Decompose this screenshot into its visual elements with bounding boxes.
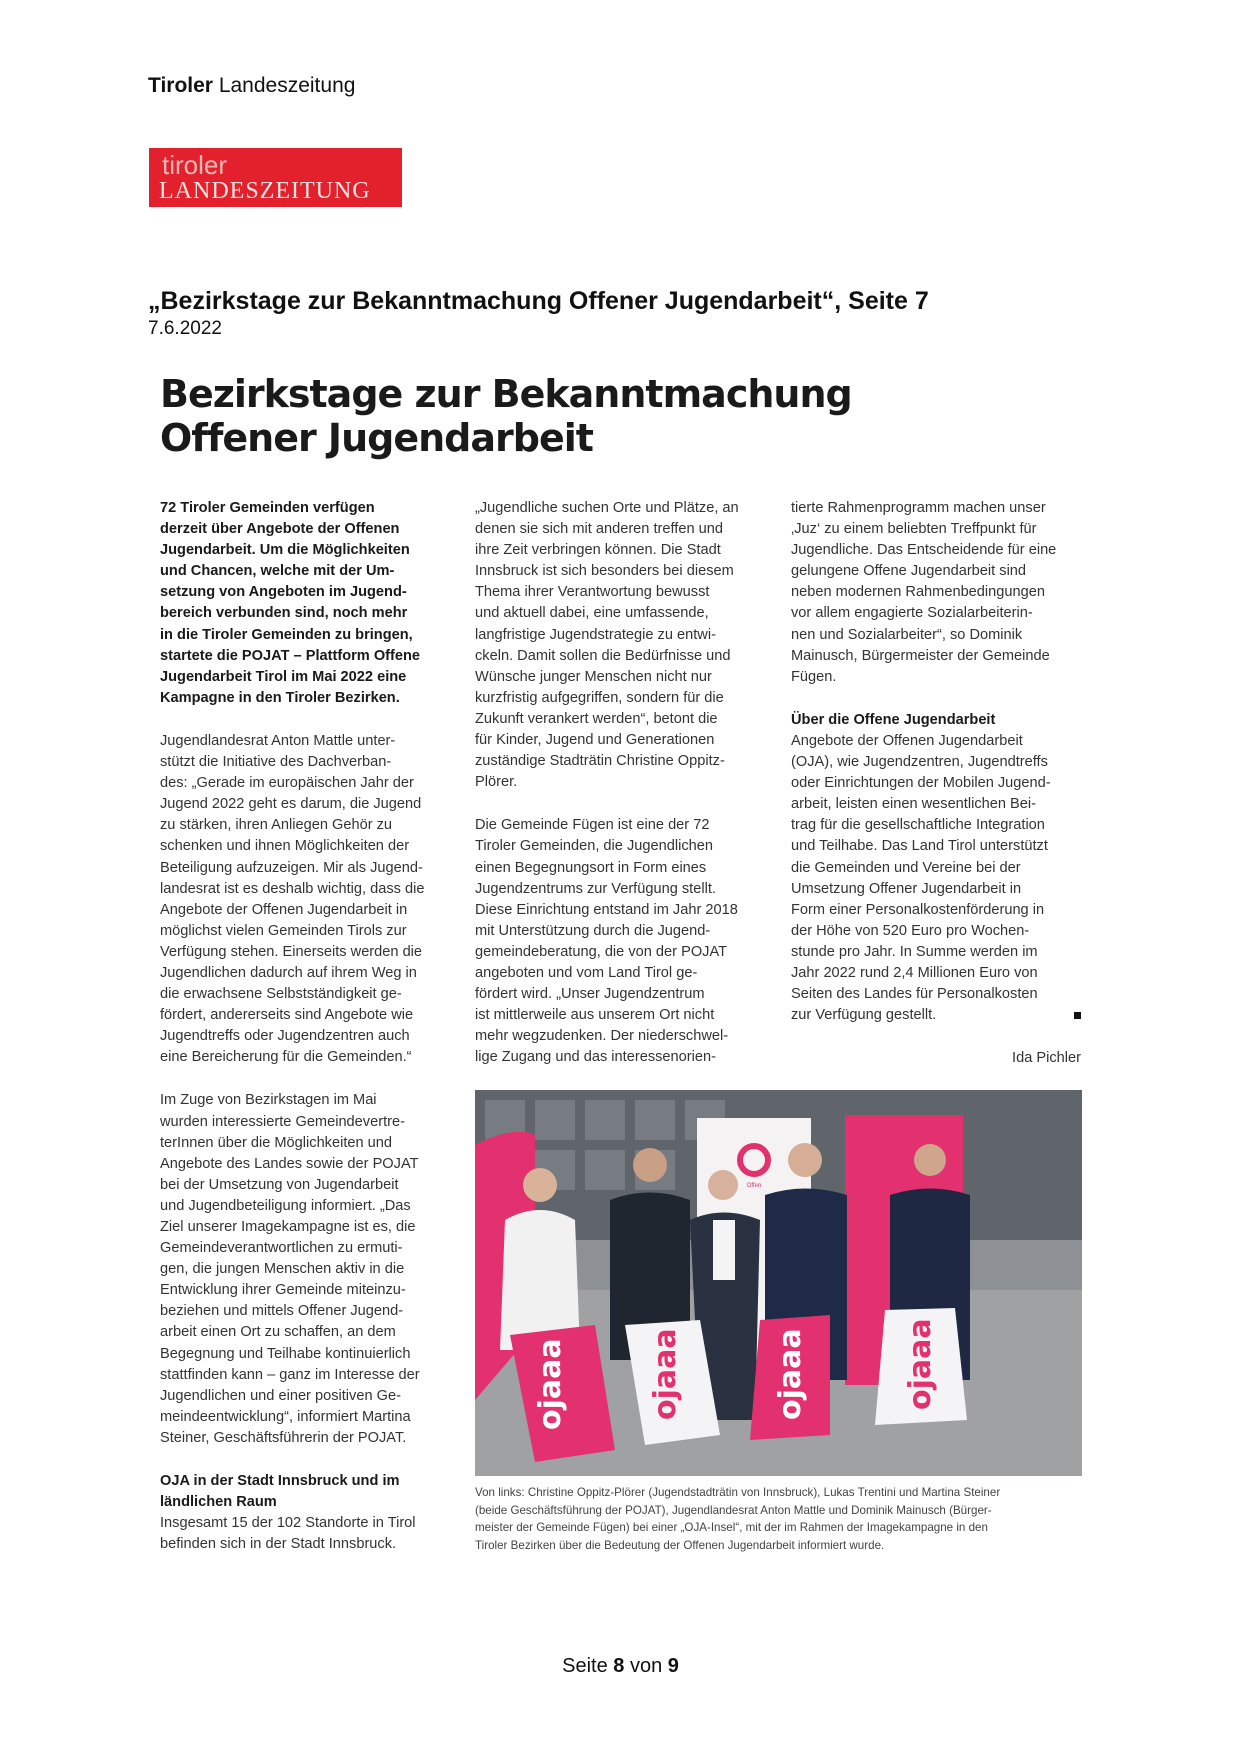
page-prefix: Seite [562, 1655, 608, 1677]
text-line: lige Zugang und das interessenorien- [475, 1049, 716, 1066]
text-line: Tiroler Gemeinden, die Jugendlichen [475, 838, 713, 855]
clipping-headline: „Bezirkstage zur Bekanntmachung Offener Jugendarbeit“, Seite 7 [148, 287, 929, 315]
caption-line: meister der Gemeinde Fügen) bei einer „OJA-Insel“, mit der im Rahmen der Imagekampagne in den [475, 1521, 988, 1535]
source-bold: Tiroler [148, 74, 213, 97]
text-line: ländlichen Raum [160, 1494, 277, 1511]
clipping-date: 7.6.2022 [148, 318, 222, 339]
text-line: arbeit, leisten einen wesentlichen Bei- [791, 796, 1036, 813]
text-line: Im Zuge von Bezirkstagen im Mai [160, 1092, 377, 1109]
text-line: Insgesamt 15 der 102 Standorte in Tirol [160, 1515, 416, 1532]
text-line: kurzfristig aufgegriffen, sondern für die [475, 689, 724, 706]
caption-line: Tiroler Bezirken über die Bedeutung der Offenen Jugendarbeit informiert wurde. [475, 1538, 885, 1552]
total-pages: 9 [667, 1655, 679, 1677]
text-line: Seiten des Landes für Personalkosten [791, 986, 1038, 1003]
text-line: beziehen und mittels Offener Jugend- [160, 1303, 404, 1320]
text-line: ‚Juz‘ zu einem beliebten Treffpunkt für [791, 521, 1037, 538]
text-line: einen Begegnungsort in Form eines [475, 859, 707, 876]
text-line: für Kinder, Jugend und Generationen [475, 732, 715, 749]
text-line: Mainusch, Bürgermeister der Gemeinde [791, 647, 1050, 664]
text-line: trag für die gesellschaftliche Integration [791, 817, 1045, 834]
text-line: in die Tiroler Gemeinden zu bringen, [160, 626, 413, 643]
text-line: zu stärken, ihren Anliegen Gehör zu [160, 817, 393, 834]
text-line: Ziel unserer Imagekampagne ist es, die [160, 1219, 416, 1235]
text-line: Angebote des Landes sowie der POJAT [160, 1155, 419, 1172]
logo-line1: tiroler [162, 150, 228, 180]
text-line: setzung von Angeboten im Jugend- [160, 584, 407, 601]
text-line: Angebote der Offenen Jugendarbeit in [160, 901, 408, 918]
text-line: eine Bereicherung für die Gemeinden.“ [160, 1049, 412, 1066]
subheading [791, 710, 1091, 731]
text-line: und aktuell dabei, eine umfassende, [475, 605, 709, 622]
current-page: 8 [613, 1655, 625, 1677]
text-line: angeboten und vom Land Tirol ge- [475, 964, 698, 981]
text-line: Jugendlandesrat Anton Mattle unter- [160, 732, 396, 749]
text-line: Thema ihrer Verantwortung bewusst [475, 584, 710, 601]
text-line: Form einer Personalkostenförderung in [791, 901, 1045, 918]
newspaper-logo [149, 148, 402, 207]
text-line: (OJA), wie Jugendzentren, Jugendtreffs [791, 754, 1048, 771]
paragraph [475, 498, 775, 793]
chair-text: ojaaa [533, 1338, 568, 1430]
text-line: Jugendliche. Das Entscheidende für eine [791, 542, 1057, 559]
article-title [160, 372, 852, 460]
text-line: oder Einrichtungen der Mobilen Jugend- [791, 775, 1051, 792]
text-line: 72 Tiroler Gemeinden verfügen [160, 500, 375, 516]
article-title-line: Bezirkstage zur Bekanntmachung [160, 372, 852, 416]
text-line: zuständige Stadträtin Christine Oppitz- [475, 753, 725, 770]
text-line: Jugendarbeit. Um die Möglichkeiten [160, 542, 410, 559]
text-line: gemeindeberatung, die von der POJAT [475, 943, 728, 960]
text-line: der Höhe von 520 Euro pro Wochen- [791, 922, 1030, 939]
text-line: stunde pro Jahr. In Summe werden im [791, 943, 1038, 960]
caption-line: (beide Geschäftsführung der POJAT), Jugendlandesrat Anton Mattle und Dominik Mainusch (Bürger- [475, 1503, 992, 1517]
page-of: von [629, 1655, 663, 1677]
text-line: und Teilhabe. Das Land Tirol unterstützt [791, 838, 1048, 855]
text-line: neben modernen Rahmenbedingungen [791, 584, 1045, 601]
paragraph [160, 1513, 460, 1555]
text-line: Steiner, Geschäftsführerin der POJAT. [160, 1429, 407, 1446]
text-line: langfristige Jugendstrategie zu entwi- [475, 626, 716, 643]
text-line: fördert, andererseits sind Angebote wie [160, 1007, 414, 1024]
text-line: möglichst vielen Gemeinden Tirols zur [160, 922, 407, 939]
text-line: Wünsche junger Menschen nicht nur [475, 668, 712, 685]
text-line: Kampagne in den Tiroler Bezirken. [160, 689, 400, 706]
text-line: Gemeindeverantwortlichen zu ermuti- [160, 1240, 403, 1257]
text-line: gen, die jungen Menschen aktiv in die [160, 1261, 405, 1278]
chair-text: ojaaa [903, 1318, 938, 1410]
text-line: die erwachsene Selbstständigkeit ge- [160, 986, 402, 1003]
text-line: ckeln. Damit sollen die Bedürfnisse und [475, 647, 731, 664]
text-line: fördert wird. „Unser Jugendzentrum [475, 986, 705, 1003]
text-line: Jugendlichen und einer positiven Ge- [160, 1387, 401, 1404]
text-line: und Chancen, welche mit der Um- [160, 563, 395, 580]
text-line: Ida Pichler [1012, 1050, 1081, 1067]
text-line: tierte Rahmenprogramm machen unser [791, 500, 1046, 516]
text-line: Angebote der Offenen Jugendarbeit [791, 732, 1023, 749]
text-line: Zukunft verankert werden“, betont die [475, 710, 718, 727]
text-line: meindeentwicklung“, informiert Martina [160, 1408, 411, 1425]
text-line: stattfinden kann – ganz im Interesse der [160, 1366, 420, 1383]
subheading [160, 1471, 460, 1513]
text-line: befinden sich in der Stadt Innsbruck. [160, 1536, 397, 1553]
text-line: nen und Sozialarbeiter“, so Dominik [791, 626, 1023, 643]
author-byline [791, 1048, 1081, 1069]
text-line: derzeit über Angebote der Offenen [160, 521, 400, 538]
paragraph [791, 731, 1091, 1026]
article-column-1 [160, 498, 460, 1577]
paragraph [475, 815, 775, 1068]
text-line: gelungene Offene Jugendarbeit sind [791, 563, 1027, 580]
chair-text: ojaaa [648, 1328, 683, 1420]
text-line: Jugendtreffs oder Jugendzentren auch [160, 1028, 410, 1045]
logo-line2: LANDESZEITUNG [159, 178, 371, 204]
text-line: Jahr 2022 rund 2,4 Millionen Euro von [791, 964, 1038, 981]
article-photo [475, 1090, 1082, 1476]
text-line: terInnen über die Möglichkeiten und [160, 1134, 393, 1151]
text-line: bei der Umsetzung von Jugendarbeit [160, 1176, 399, 1193]
chair-text: ojaaa [773, 1328, 808, 1420]
text-line: Über die Offene Jugendarbeit [791, 711, 996, 728]
text-line: Jugendlichen dadurch auf ihrem Weg in [160, 964, 417, 981]
text-line: wurden interessierte Gemeindevertre- [160, 1113, 405, 1130]
text-line: ist mittlerweile aus unserem Ort nicht [475, 1007, 715, 1024]
text-line: arbeit einen Ort zu schaffen, an dem [160, 1324, 396, 1341]
text-line: Umsetzung Offener Jugendarbeit in [791, 880, 1022, 897]
text-line: landesrat ist es deshalb wichtig, dass die [160, 880, 425, 897]
text-line: Begegnung und Teilhabe kontinuierlich [160, 1345, 411, 1362]
text-line: schenken und ihnen Möglichkeiten der [160, 838, 410, 855]
text-line: stützt die Initiative des Dachverban- [160, 754, 392, 771]
text-line: die Gemeinden und Vereine bei der [791, 859, 1021, 876]
text-line: Beteiligung aufzuzeigen. Mir als Jugend- [160, 859, 423, 876]
source-rest: Landeszeitung [218, 74, 356, 97]
text-line: „Jugendliche suchen Orte und Plätze, an [475, 500, 739, 516]
source-label [148, 74, 355, 98]
text-line: startete die POJAT – Plattform Offene [160, 647, 421, 664]
text-line: Verfügung stehen. Einerseits werden die [160, 943, 423, 960]
page-number [0, 1655, 1241, 1678]
text-line: und Jugendbeteiligung informiert. „Das [160, 1197, 411, 1214]
text-line: vor allem engagierte Sozialarbeiterin- [791, 605, 1033, 622]
article-column-3 [791, 498, 1091, 1091]
text-line: ihre Zeit verbringen können. Die Stadt [475, 542, 721, 559]
text-line: Jugend 2022 geht es darum, die Jugend [160, 796, 422, 813]
text-line: mehr wegzudenken. Der niederschwel- [475, 1028, 729, 1045]
text-line: denen sie sich mit anderen treffen und [475, 521, 723, 538]
end-mark-icon [1074, 1012, 1081, 1019]
caption-line: Von links: Christine Oppitz-Plörer (Jugendstadträtin von Innsbruck), Lukas Trentini und Martina Steiner [475, 1486, 1001, 1499]
text-line: Jugendarbeit Tirol im Mai 2022 eine [160, 668, 407, 685]
text-line: Plörer. [475, 774, 518, 791]
paragraph [160, 1090, 460, 1449]
lead-paragraph [160, 498, 460, 709]
photo-caption [475, 1484, 1090, 1554]
text-line: Innsbruck ist sich besonders bei diesem [475, 563, 734, 580]
text-line: Die Gemeinde Fügen ist eine der 72 [475, 817, 710, 834]
text-line: bereich verbunden sind, noch mehr [160, 605, 408, 622]
text-line: Diese Einrichtung entstand im Jahr 2018 [475, 901, 738, 918]
text-line: des: „Gerade im europäischen Jahr der [160, 775, 414, 792]
banner-text: Offen [746, 1183, 762, 1189]
text-line: zur Verfügung gestellt. [791, 1007, 937, 1024]
article-title-line: Offener Jugendarbeit [160, 416, 593, 460]
paragraph [791, 498, 1091, 688]
text-line: Jugendzentrums zur Verfügung stellt. [475, 880, 716, 897]
paragraph [160, 731, 460, 1069]
article-column-2 [475, 498, 775, 1090]
text-line: mit Unterstützung durch die Jugend- [475, 922, 711, 939]
text-line: OJA in der Stadt Innsbruck und im [160, 1473, 400, 1490]
text-line: Fügen. [791, 668, 837, 685]
text-line: Entwicklung ihrer Gemeinde miteinzu- [160, 1282, 406, 1299]
